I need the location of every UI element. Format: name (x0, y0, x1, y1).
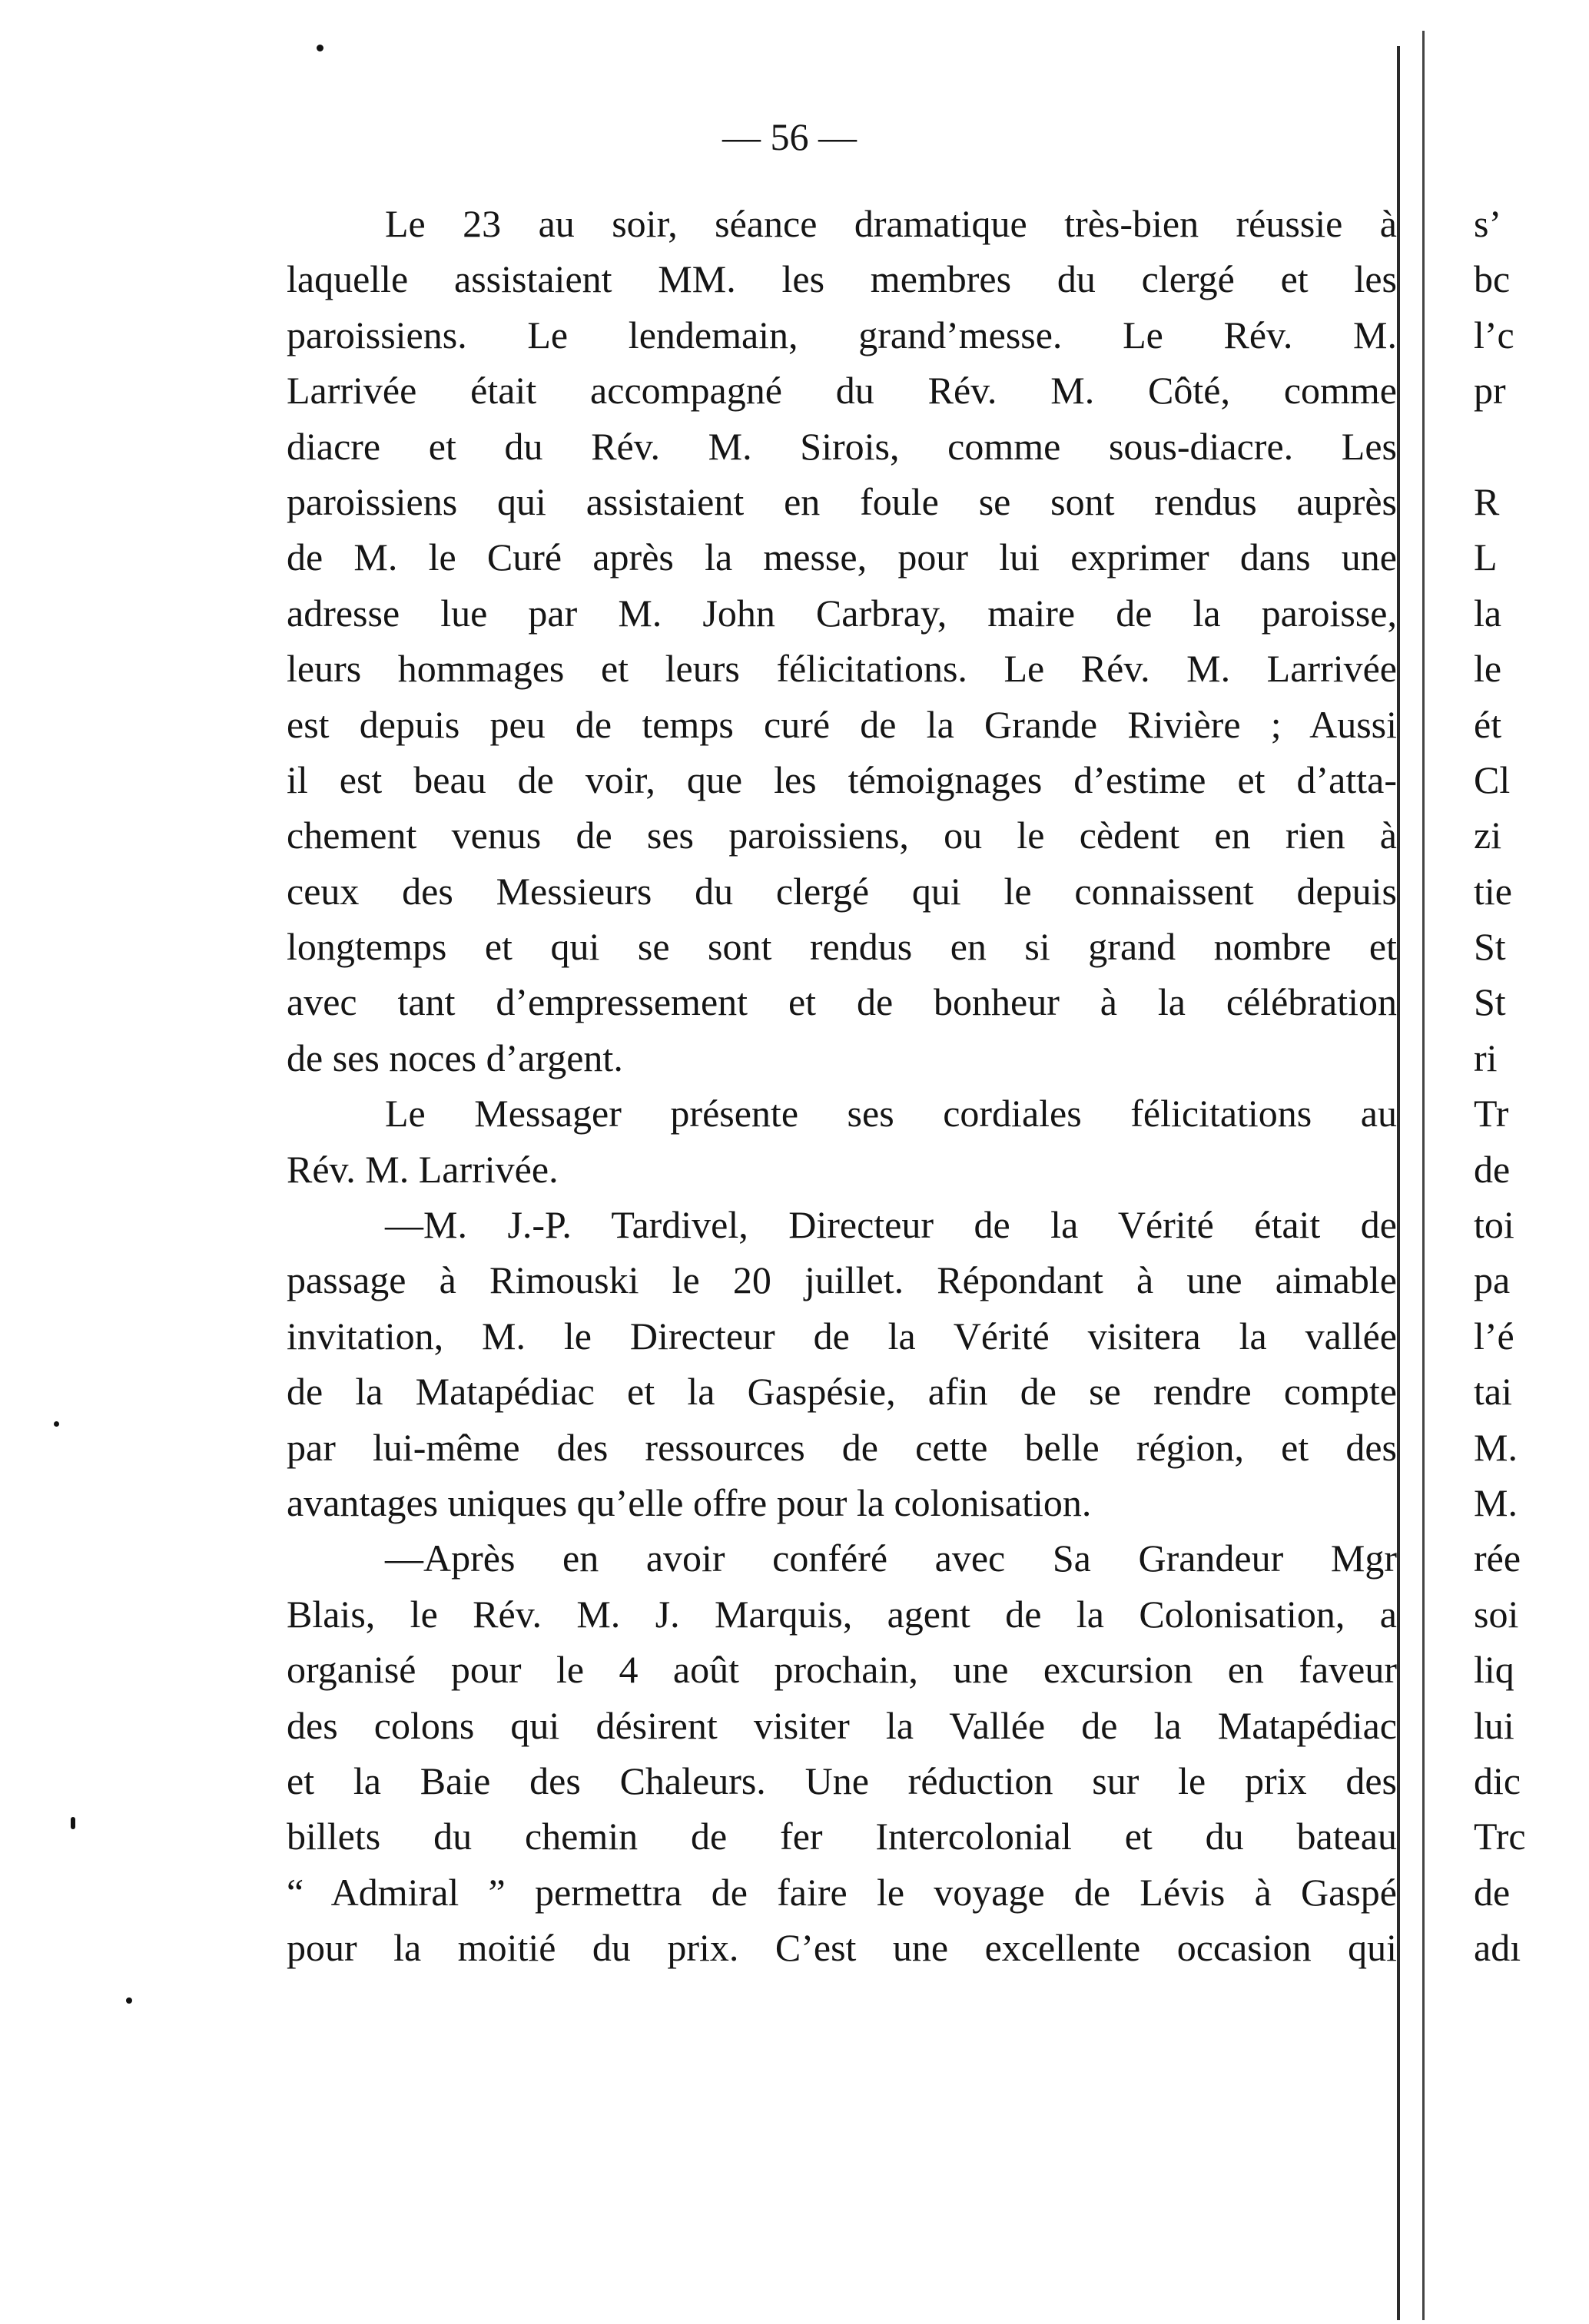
text-line (287, 1142, 1397, 1197)
text-line-content: avantages uniques qu’elle offre pour la colonisation. (287, 1480, 1092, 1524)
text-line (287, 1364, 1397, 1419)
text-line-content: Le Messager présente ses cordiales félicitations au (385, 1092, 1397, 1135)
text-line (287, 1030, 1397, 1086)
facing-page-fragment: ét (1474, 702, 1502, 746)
text-line (287, 919, 1397, 974)
text-line-content: billets du chemin de fer Intercolonial et du bateau (287, 1815, 1397, 1858)
text-line (287, 864, 1397, 919)
scan-speck (317, 45, 323, 51)
scan-speck (54, 1421, 59, 1427)
text-line (287, 474, 1397, 529)
text-line-content: et la Baie des Chaleurs. Une réduction sur le prix des (287, 1759, 1397, 1802)
facing-page-fragment: tai (1474, 1370, 1512, 1414)
text-line-content: avec tant d’empressement et de bonheur à la célébration (287, 980, 1397, 1024)
text-line (287, 697, 1397, 752)
text-line (287, 251, 1397, 307)
facing-page-fragment: M. (1474, 1480, 1518, 1524)
facing-page-fragment: de (1474, 1147, 1511, 1191)
text-line-content: ceux des Messieurs du clergé qui le connaissent depuis (287, 869, 1397, 913)
text-line-content: diacre et du Rév. M. Sirois, comme sous-diacre. Les (287, 424, 1397, 468)
text-line-content: leurs hommages et leurs félicitations. Le Rév. M. Larrivée (287, 647, 1397, 691)
text-line (287, 307, 1397, 363)
text-line (287, 1252, 1397, 1308)
facing-page-fragment: zi (1474, 814, 1502, 857)
facing-page-fragment: soi (1474, 1592, 1519, 1636)
text-line (287, 974, 1397, 1029)
facing-page-fragment: rée (1474, 1537, 1521, 1580)
page-gutter-edge (1397, 46, 1400, 2320)
text-line (287, 1865, 1397, 1920)
facing-page-fragment: de (1474, 1870, 1511, 1914)
facing-page-fragment: la (1474, 591, 1502, 635)
facing-page-fragment: Trc (1474, 1815, 1526, 1858)
text-line-content: Le 23 au soir, séance dramatique très-bien réussie à (385, 202, 1397, 245)
text-line-content: longtemps et qui se sont rendus en si grand nombre et (287, 925, 1397, 969)
text-line-content: Blais, le Rév. M. J. Marquis, agent de la Colonisation, a (287, 1592, 1397, 1636)
text-line-content: —Après en avoir conféré avec Sa Grandeur Mgr (385, 1537, 1397, 1580)
facing-page-fragments (1474, 196, 1589, 1976)
facing-page-fragment: bc (1474, 257, 1511, 301)
text-line-content: paroissiens. Le lendemain, grand’messe. Le Rév. M. (287, 313, 1397, 356)
facing-page-fragment: M. (1474, 1425, 1518, 1469)
text-line (287, 1308, 1397, 1364)
facing-page-fragment: lui (1474, 1703, 1514, 1747)
text-line-content: adresse lue par M. John Carbray, maire de la paroisse, (287, 591, 1397, 635)
facing-page-fragment: L (1474, 535, 1498, 579)
text-line (287, 419, 1397, 474)
text-line (287, 641, 1397, 696)
facing-page-fragment: R (1474, 479, 1500, 523)
text-line-content: Larrivée était accompagné du Rév. M. Côté, comme (287, 369, 1397, 413)
facing-page-fragment: l’é (1474, 1314, 1514, 1358)
text-line (287, 1642, 1397, 1697)
text-line-content: paroissiens qui assistaient en foule se sont rendus auprès (287, 479, 1397, 523)
text-line-content: Rév. M. Larrivée. (287, 1147, 559, 1191)
text-line-content: pour la moitié du prix. C’est une excellente occasion qui (287, 1926, 1397, 1970)
text-line (287, 529, 1397, 585)
text-line-content: chement venus de ses paroissiens, ou le cèdent en rien à (287, 814, 1397, 857)
facing-page-fragment (1474, 419, 1589, 474)
text-line (287, 752, 1397, 807)
facing-page-fragment: liq (1474, 1648, 1514, 1692)
text-line (287, 1753, 1397, 1808)
text-line-content: —M. J.-P. Tardivel, Directeur de la Vérité était de (385, 1203, 1397, 1247)
facing-page-fragment: Cl (1474, 758, 1511, 801)
text-line-content: il est beau de voir, que les témoignages d’estime et d’atta- (287, 758, 1397, 801)
facing-page-fragment: St (1474, 925, 1506, 969)
facing-page-fragment: adı (1474, 1926, 1521, 1970)
text-line (287, 1086, 1397, 1141)
text-line (287, 1197, 1397, 1252)
text-line (287, 363, 1397, 418)
text-line-content: invitation, M. le Directeur de la Vérité visitera la vallée (287, 1314, 1397, 1358)
facing-page-fragment: ri (1474, 1036, 1498, 1079)
text-line (287, 1475, 1397, 1530)
page-number: — 56 — (722, 115, 857, 158)
text-line-content: est depuis peu de temps curé de la Grande Rivière ; Aussi (287, 702, 1397, 746)
facing-page-fragment: l’c (1474, 313, 1514, 356)
text-line-content: passage à Rimouski le 20 juillet. Répondant à une aimable (287, 1258, 1397, 1302)
facing-page-fragment: toi (1474, 1203, 1514, 1247)
text-line-content: “ Admiral ” permettra de faire le voyage de Lévis à Gaspé (287, 1870, 1397, 1914)
facing-page-fragment: le (1474, 647, 1502, 691)
scan-speck (71, 1817, 75, 1829)
text-line-content: par lui-même des ressources de cette belle région, et des (287, 1425, 1397, 1469)
facing-page-fragment: s’ (1474, 202, 1502, 245)
binding-edge (1422, 31, 1425, 2320)
facing-page-fragment: Tr (1474, 1092, 1509, 1135)
facing-page-fragment: St (1474, 980, 1506, 1024)
text-line (287, 1920, 1397, 1975)
facing-page-fragment: tie (1474, 869, 1512, 913)
facing-page-fragment: pa (1474, 1258, 1511, 1302)
text-line-content: laquelle assistaient MM. les membres du clergé et les (287, 257, 1397, 301)
text-line (287, 1808, 1397, 1864)
text-line (287, 1530, 1397, 1586)
text-line-content: de la Matapédiac et la Gaspésie, afin de se rendre compte (287, 1370, 1397, 1414)
text-line (287, 1698, 1397, 1753)
text-line (287, 585, 1397, 641)
text-line (287, 807, 1397, 863)
article-column (287, 196, 1397, 1976)
text-line (287, 1420, 1397, 1475)
text-line-content: des colons qui désirent visiter la Vallée de la Matapédiac (287, 1703, 1397, 1747)
text-line-content: organisé pour le 4 août prochain, une excursion en faveur (287, 1648, 1397, 1692)
text-line-content: de ses noces d’argent. (287, 1036, 623, 1079)
text-line (287, 1586, 1397, 1642)
text-line (287, 196, 1397, 251)
facing-page-fragment: pr (1474, 369, 1506, 413)
scan-speck (126, 1997, 132, 2004)
text-line-content: de M. le Curé après la messe, pour lui exprimer dans une (287, 535, 1397, 579)
facing-page-fragment: dic (1474, 1759, 1521, 1802)
